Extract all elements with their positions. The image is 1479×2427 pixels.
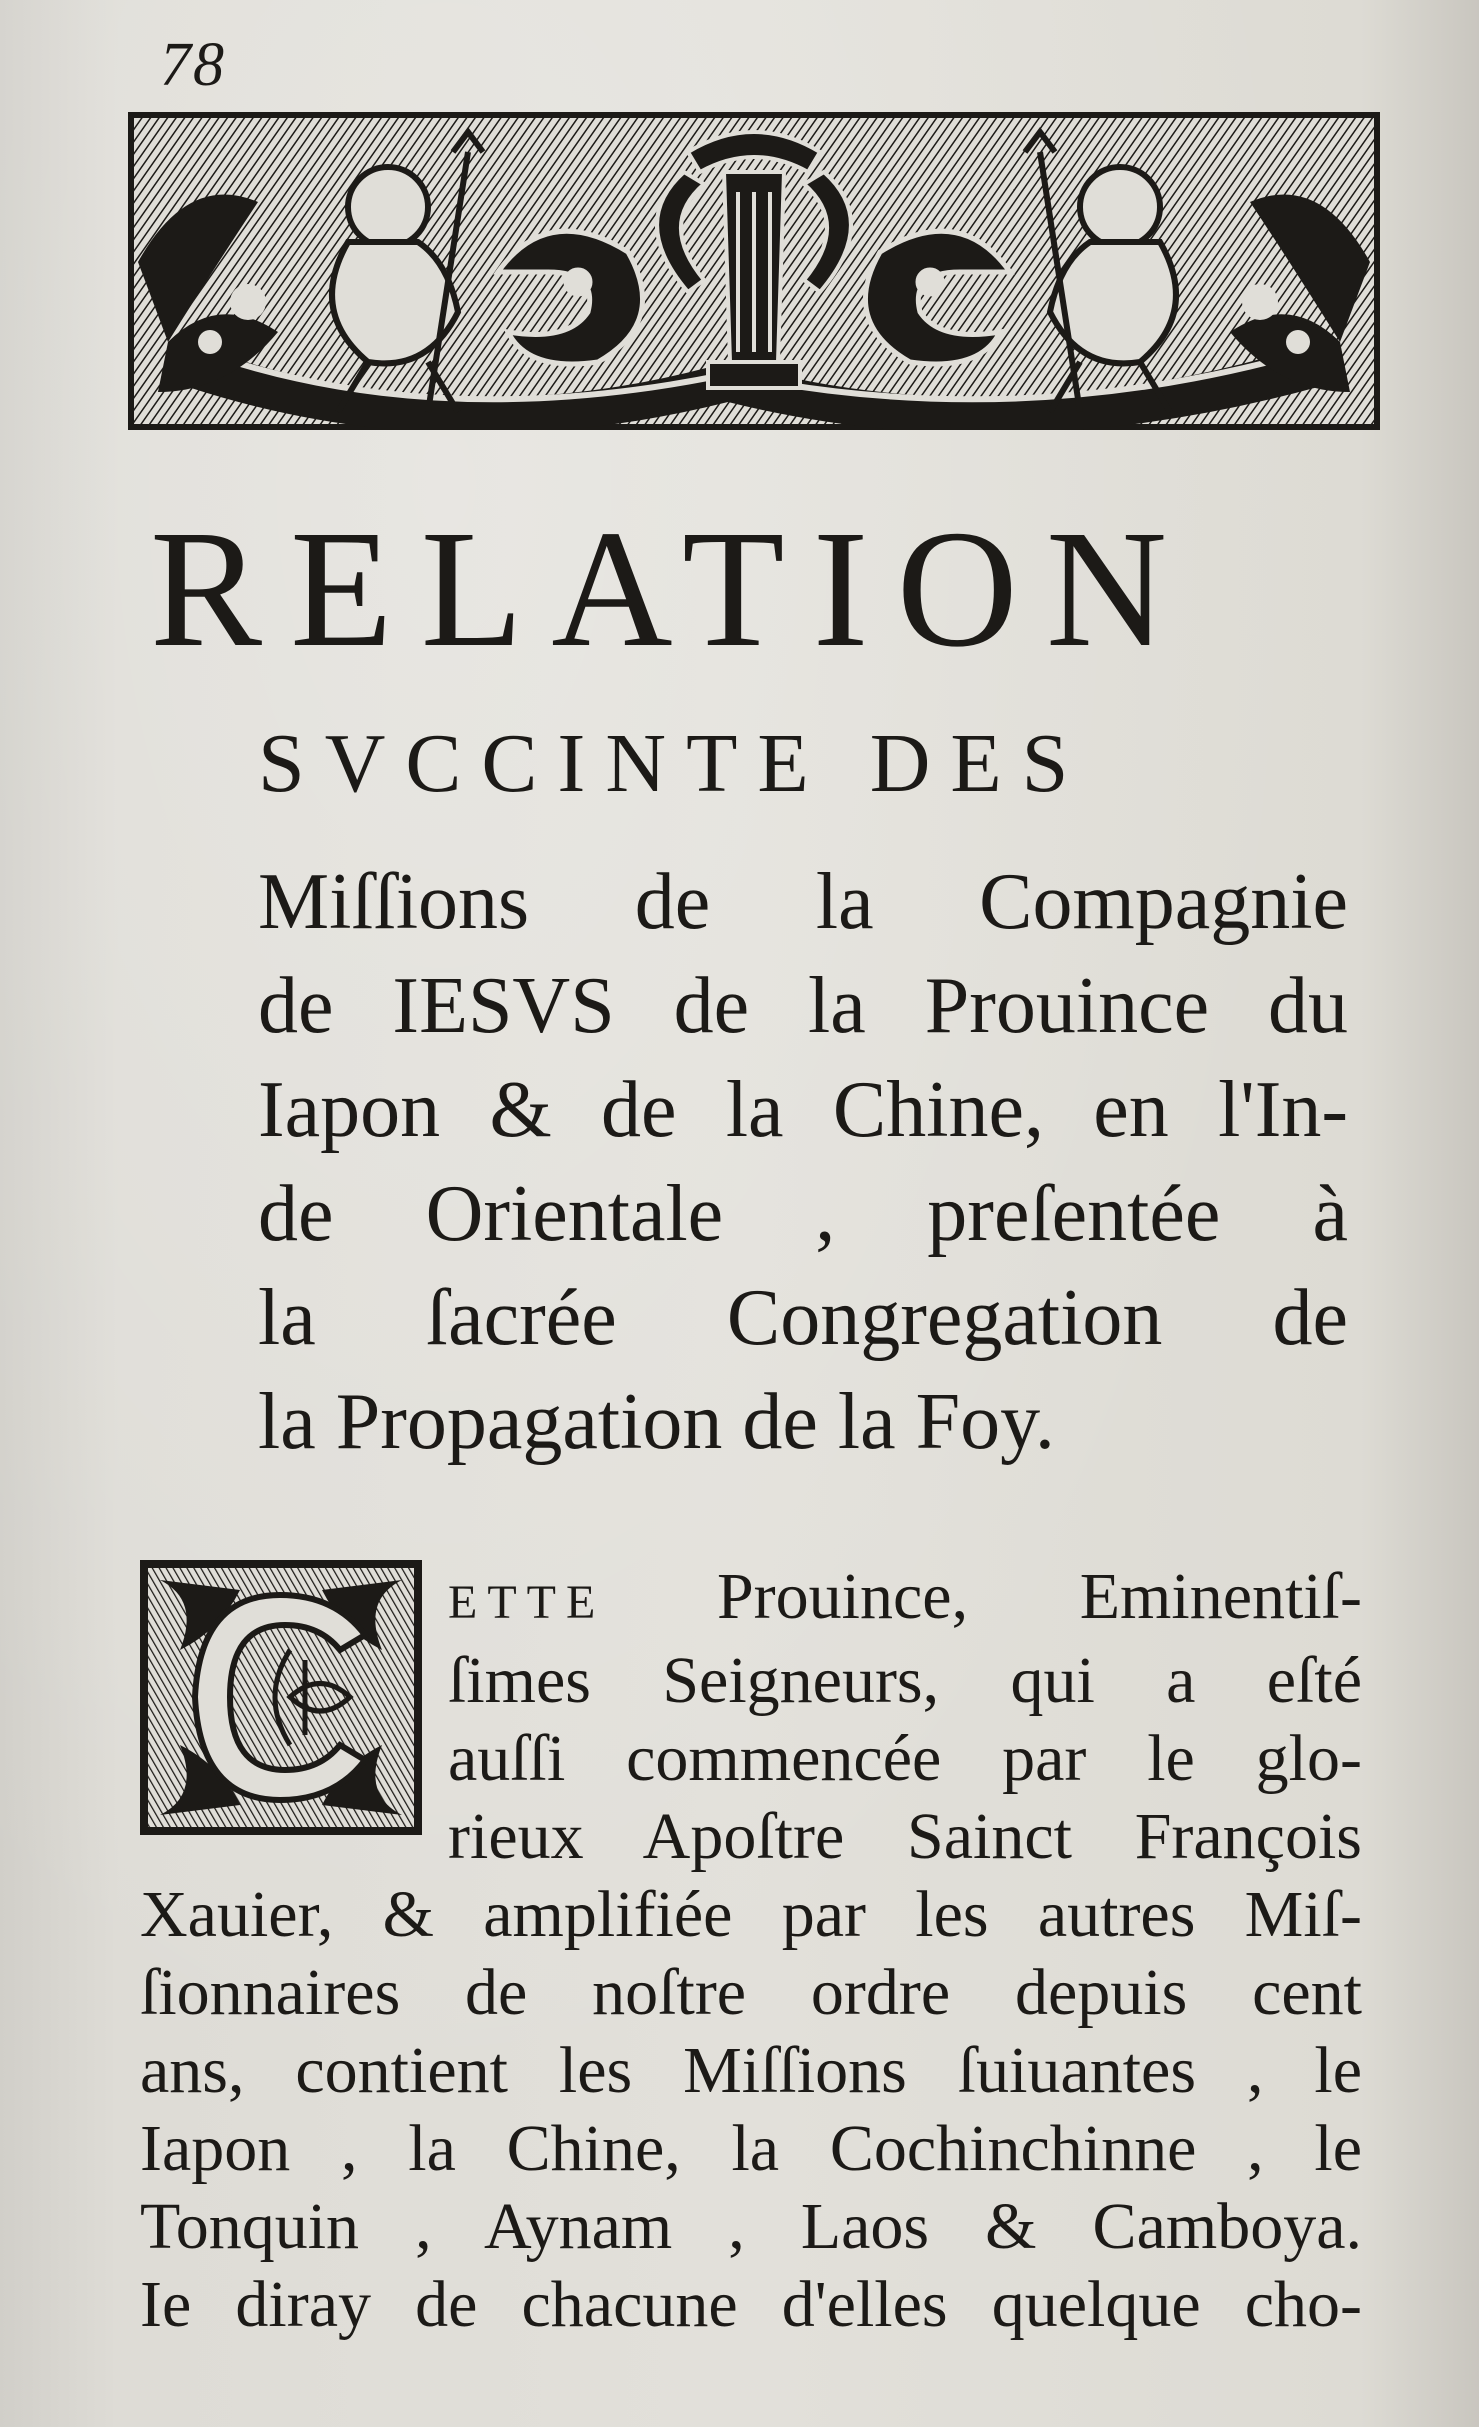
page-number: 78 bbox=[160, 31, 226, 99]
title-line: de Orientale , preſentée à bbox=[258, 1170, 1348, 1258]
title-line: Iapon & de la Chine, en l'In- bbox=[258, 1066, 1348, 1154]
title-line: Miſſions de la Compagnie bbox=[258, 858, 1348, 946]
body-line: ans, contient les Miſſions ſuiuantes , le bbox=[140, 2034, 1362, 2107]
title-line: de IESVS de la Prouince du bbox=[258, 962, 1348, 1050]
body-line: ſimes Seigneurs, qui a eſté bbox=[448, 1644, 1362, 1717]
title-line: la Propagation de la Foy. bbox=[258, 1378, 1055, 1466]
title-caps-line: SVCCINTE DES bbox=[258, 717, 1089, 810]
body-line: Xauier, & amplifiée par les autres Miſ- bbox=[140, 1878, 1362, 1951]
title-main: RELATION bbox=[150, 496, 1196, 682]
body-line: Tonquin , Aynam , Laos & Camboya. bbox=[140, 2190, 1362, 2263]
body-line: Ie diray de chacune d'elles quelque cho- bbox=[140, 2268, 1362, 2341]
body-first-line bbox=[448, 1558, 1362, 1642]
body-line: Iapon , la Chine, la Cochinchinne , le bbox=[140, 2112, 1362, 2185]
body-first-caps: ETTE bbox=[448, 1576, 606, 1629]
body-line: auſſi commencée par le glo- bbox=[448, 1722, 1362, 1795]
body-line: rieux Apoſtre Sainct François bbox=[448, 1800, 1362, 1873]
title-subtitle bbox=[258, 850, 1348, 1474]
title-line: la ſacrée Congregation de bbox=[258, 1274, 1348, 1362]
body-text bbox=[140, 1558, 1362, 2344]
cherub-dolphin-vase-headpiece-icon bbox=[128, 112, 1380, 430]
body-first-rest: Prouince, Eminentiſ- bbox=[716, 1560, 1362, 1633]
body-line: ſionnaires de noſtre ordre depuis cent bbox=[140, 1956, 1362, 2029]
